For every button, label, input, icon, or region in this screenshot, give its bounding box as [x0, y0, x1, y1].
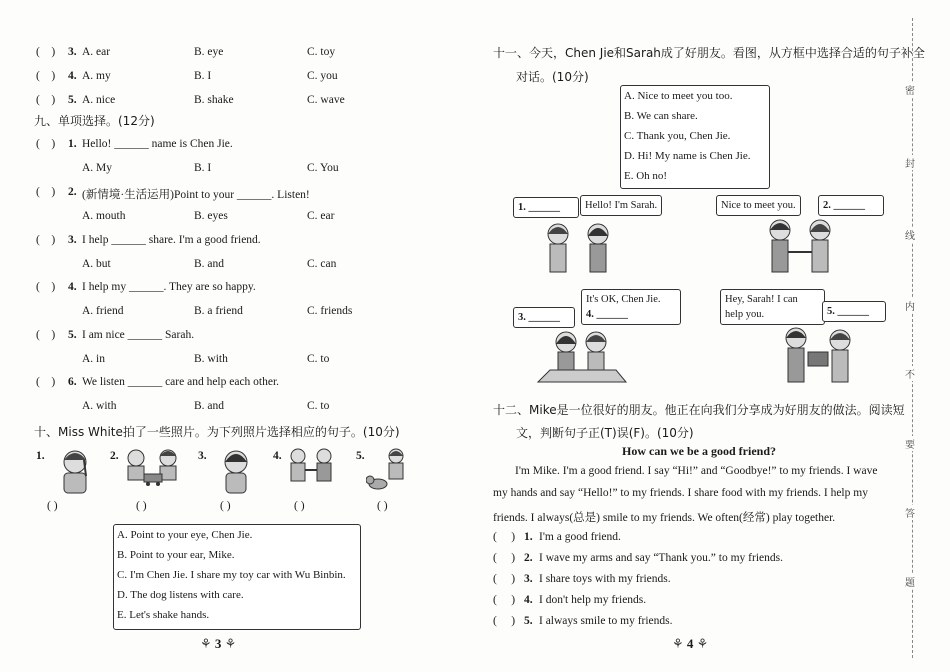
binding-char: 答	[905, 505, 915, 520]
option-c: C. wave	[307, 94, 345, 106]
tf-statement: I don't help my friends.	[539, 594, 647, 606]
bubble-hey-sarah-line1: Hey, Sarah! I can	[725, 294, 798, 305]
section-10-title: 十、Miss White拍了一些照片。为下列照片选择相应的句子。(10分)	[34, 425, 400, 439]
option-a: A. My	[82, 162, 113, 174]
tf-statement: I always smile to my friends.	[539, 615, 673, 627]
option-b: B. I	[194, 70, 212, 82]
answer-paren[interactable]: ( )	[36, 329, 56, 341]
question-number: 1.	[68, 138, 77, 150]
dialog-option-b: B. We can share.	[624, 110, 698, 122]
option-c: C. toy	[307, 46, 336, 58]
passage-title: How can we be a good friend?	[622, 444, 776, 458]
answer-paren[interactable]: ( )	[36, 94, 56, 106]
answer-paren[interactable]: ( )	[36, 281, 56, 293]
option-a: A. friend	[82, 305, 124, 317]
option-d: D. The dog listens with care.	[117, 589, 244, 601]
photo-answer-4[interactable]: ( )	[294, 500, 305, 512]
question-number: 3.	[68, 46, 77, 58]
answer-paren[interactable]: ( )	[36, 70, 56, 82]
answer-paren[interactable]: ( )	[493, 531, 516, 543]
section-12-title-line1: 十二、Mike是一位很好的朋友。他正在向我们分享成为好朋友的做法。阅读短	[493, 403, 905, 417]
blank-4[interactable]: 4. ______	[586, 309, 628, 320]
photo-num-3: 3.	[198, 450, 207, 462]
tf-statement: I share toys with my friends.	[539, 573, 671, 585]
answer-paren[interactable]: ( )	[36, 186, 56, 198]
question-stem: I help my ______. They are so happy.	[82, 281, 256, 293]
option-c: C. ear	[307, 210, 335, 222]
section-11-title-line1: 十一、今天，Chen Jie和Sarah成了好朋友。看图，从方框中选择合适的句子补全	[493, 46, 925, 60]
scene-4-carrying-books	[780, 326, 860, 388]
answer-paren[interactable]: ( )	[493, 573, 516, 585]
photo-answer-2[interactable]: ( )	[136, 500, 147, 512]
binding-char: 封	[905, 155, 915, 170]
dialog-option-e: E. Oh no!	[624, 170, 668, 182]
question-number: 3.	[68, 234, 77, 246]
question-stem: I help ______ share. I'm a good friend.	[82, 234, 261, 246]
blank-1-bubble[interactable]: 1. ______	[513, 197, 579, 218]
question-number: 3.	[524, 573, 533, 585]
question-stem: Hello! ______ name is Chen Jie.	[82, 138, 233, 150]
option-a: A. in	[82, 353, 105, 365]
bubble-nice-to-meet-you: Nice to meet you.	[716, 195, 801, 216]
scene-2-shaking-hands	[766, 218, 836, 276]
photo-boy-pointing-ear	[50, 446, 100, 496]
passage-line-2: my hands and say “Hello!” to my friends. I share food with my friends. I help my	[493, 487, 868, 499]
binding-char: 密	[905, 82, 915, 97]
option-a: A. my	[82, 70, 111, 82]
photo-kids-and-dog	[366, 446, 422, 496]
option-a: A. ear	[82, 46, 111, 58]
question-number: 2.	[68, 186, 77, 198]
bubble-its-ok	[581, 289, 681, 325]
tf-statement: I'm a good friend.	[539, 531, 621, 543]
option-b: B. Point to your ear, Mike.	[117, 549, 235, 561]
answer-paren[interactable]: ( )	[36, 138, 56, 150]
binding-char: 线	[905, 227, 915, 242]
bubble-hey-sarah	[720, 289, 825, 325]
option-c: C. I'm Chen Jie. I share my toy car with Wu Binbin.	[117, 569, 346, 581]
scene-3-fallen-toys	[536, 330, 628, 386]
binding-char: 题	[905, 574, 915, 589]
photo-num-1: 1.	[36, 450, 45, 462]
binding-char: 要	[905, 436, 915, 451]
option-b: B. and	[194, 400, 225, 412]
dialog-option-a: A. Nice to meet you too.	[624, 90, 733, 102]
blank-5-bubble[interactable]: 5. ______	[822, 301, 886, 322]
answer-paren[interactable]: ( )	[493, 552, 516, 564]
answer-paren[interactable]: ( )	[493, 594, 516, 606]
question-stem: (新情境·生活运用)Point to your ______. Listen!	[82, 189, 310, 201]
question-stem: I am nice ______ Sarah.	[82, 329, 195, 341]
binding-char: 不	[905, 366, 915, 381]
question-number: 5.	[68, 329, 77, 341]
answer-paren[interactable]: ( )	[36, 234, 56, 246]
option-b: B. eye	[194, 46, 224, 58]
question-number: 5.	[68, 94, 77, 106]
photo-num-2: 2.	[110, 450, 119, 462]
option-b: B. a friend	[194, 305, 243, 317]
page-number-3: 3	[214, 636, 222, 651]
option-e: E. Let's shake hands.	[117, 609, 210, 621]
dialog-option-d: D. Hi! My name is Chen Jie.	[624, 150, 751, 162]
option-c: C. to	[307, 400, 330, 412]
question-number: 2.	[524, 552, 533, 564]
bubble-hey-sarah-line2: help you.	[725, 309, 765, 320]
binding-char: 内	[905, 298, 915, 313]
scene-1-girls-greeting	[540, 222, 620, 274]
option-b: B. I	[194, 162, 212, 174]
answer-paren[interactable]: ( )	[36, 46, 56, 58]
bubble-hello-sarah: Hello! I'm Sarah.	[580, 195, 662, 216]
photo-shaking-hands	[286, 446, 336, 496]
photo-answer-3[interactable]: ( )	[220, 500, 231, 512]
answer-paren[interactable]: ( )	[493, 615, 516, 627]
question-number: 4.	[68, 70, 77, 82]
option-c: C. friends	[307, 305, 353, 317]
section-9-title: 九、单项选择。(12分)	[34, 114, 155, 128]
option-a: A. but	[82, 258, 111, 270]
passage-line-3: friends. I always(总是) smile to my friends. We often(经常) play together.	[493, 512, 836, 524]
question-number: 1.	[524, 531, 533, 543]
question-number: 4.	[68, 281, 77, 293]
option-a: A. mouth	[82, 210, 126, 222]
tf-statement: I wave my arms and say “Thank you.” to my friends.	[539, 552, 783, 564]
photo-num-4: 4.	[273, 450, 282, 462]
binding-line	[912, 18, 914, 658]
passage-line-1: I'm Mike. I'm a good friend. I say “Hi!” and “Goodbye!” to my friends. I wave	[515, 465, 878, 477]
option-c: C. You	[307, 162, 339, 174]
photo-girl-pointing-eye	[216, 446, 256, 496]
question-stem: We listen ______ care and help each other.	[82, 376, 280, 388]
photo-num-5: 5.	[356, 450, 365, 462]
dialog-option-c: C. Thank you, Chen Jie.	[624, 130, 731, 142]
option-a: A. with	[82, 400, 117, 412]
photo-answer-5[interactable]: ( )	[377, 500, 388, 512]
option-b: B. and	[194, 258, 225, 270]
page-footer-right: ⚘ 4 ⚘	[672, 636, 709, 651]
option-c: C. to	[307, 353, 330, 365]
question-number: 6.	[68, 376, 77, 388]
page-footer-left: ⚘ 3 ⚘	[200, 636, 237, 651]
option-b: B. with	[194, 353, 228, 365]
section-10-options-box	[113, 524, 361, 630]
option-c: C. can	[307, 258, 337, 270]
option-c: C. you	[307, 70, 338, 82]
section-12-title-line2: 文，判断句子正(T)误(F)。(10分)	[516, 426, 694, 440]
question-number: 5.	[524, 615, 533, 627]
answer-paren[interactable]: ( )	[36, 376, 56, 388]
page-number-4: 4	[686, 636, 694, 651]
option-a: A. Point to your eye, Chen Jie.	[117, 529, 253, 541]
option-b: B. eyes	[194, 210, 228, 222]
bubble-its-ok-line: It's OK, Chen Jie.	[586, 294, 661, 305]
blank-2-bubble[interactable]: 2. ______	[818, 195, 884, 216]
photo-answer-1[interactable]: ( )	[47, 500, 58, 512]
option-a: A. nice	[82, 94, 116, 106]
photo-kids-sharing-toy-car	[122, 446, 184, 496]
question-number: 4.	[524, 594, 533, 606]
section-11-title-line2: 对话。(10分)	[516, 70, 589, 84]
section-11-options-box	[620, 85, 770, 189]
option-b: B. shake	[194, 94, 234, 106]
blank-3-bubble[interactable]: 3. ______	[513, 307, 575, 328]
